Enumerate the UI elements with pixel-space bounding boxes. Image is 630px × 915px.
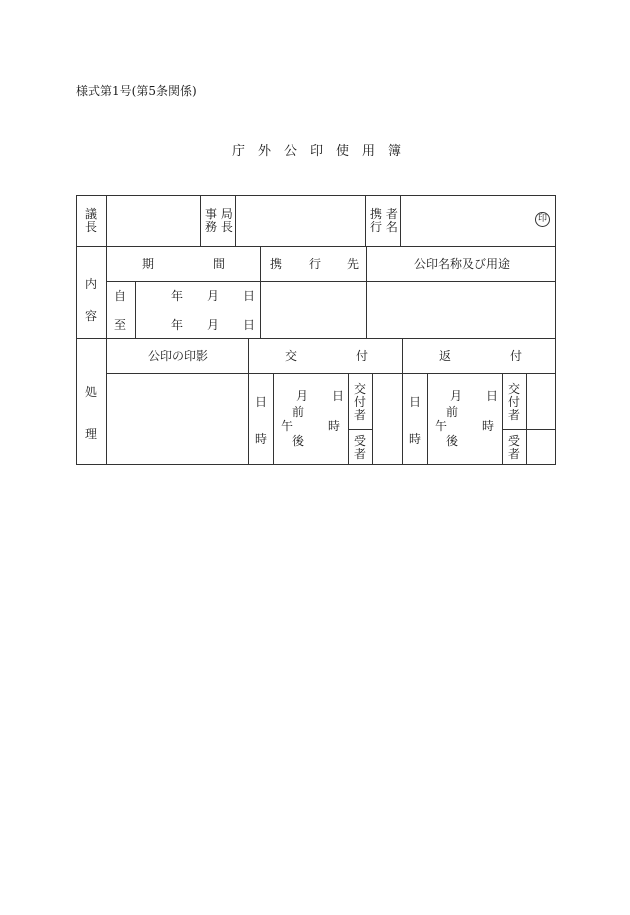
rule-delivery-split <box>348 429 372 430</box>
from-label: 自 <box>114 289 127 303</box>
rule-v-processing-label <box>106 338 107 465</box>
return-hour-char: 時 <box>409 432 422 446</box>
destination-header: 携 <box>270 257 283 271</box>
from-day-unit: 日 <box>243 289 256 303</box>
rule-v-destination <box>366 246 367 338</box>
return-header-2: 付 <box>510 349 523 363</box>
period-header: 期 <box>142 257 155 271</box>
return-issuer-label: 交 付 者 <box>507 382 520 422</box>
to-label: 至 <box>114 318 127 332</box>
destination-header-3: 先 <box>347 257 360 271</box>
from-year-unit: 年 <box>171 289 184 303</box>
delivery-month-char: 月 <box>296 389 309 403</box>
rule-v-delivery-person <box>372 373 373 465</box>
rule-v-return-day <box>427 373 428 465</box>
form-number-label: 様式第1号(第5条関係) <box>76 84 197 98</box>
rule-v-return-datetime <box>502 373 503 465</box>
rule-v-secretary-label <box>200 195 201 246</box>
delivery-day-char: 日 <box>255 395 268 409</box>
return-receiver-label: 受 者 <box>507 434 520 461</box>
seal-usage-form <box>76 195 556 465</box>
rule-return-split <box>502 429 556 430</box>
return-am-char: 前 <box>446 405 459 419</box>
rule-v-impression <box>248 338 249 465</box>
return-time-hour-char: 時 <box>482 419 495 433</box>
period-header-2: 間 <box>213 257 226 271</box>
to-day-unit: 日 <box>243 318 256 332</box>
rule-v-delivery <box>402 338 403 465</box>
delivery-hour-char: 時 <box>255 432 268 446</box>
delivery-header: 交 <box>285 349 298 363</box>
to-year-unit: 年 <box>171 318 184 332</box>
carrier-name-label: 携 者 行 名 <box>370 207 398 234</box>
document-title: 庁外公印使用簿 <box>232 144 415 159</box>
delivery-issuer-label: 交 付 者 <box>353 382 366 422</box>
to-month-unit: 月 <box>207 318 220 332</box>
rule-contents-bottom <box>76 338 556 339</box>
rule-v-from-to <box>135 281 136 338</box>
rule-v-chair <box>106 195 107 246</box>
return-noon-char: 午 <box>435 419 448 433</box>
delivery-noon-char: 午 <box>281 419 294 433</box>
return-date-day-char: 日 <box>486 389 499 403</box>
delivery-time-hour-char: 時 <box>328 419 341 433</box>
rule-v-period <box>260 246 261 338</box>
processing-section-label: 処 理 <box>84 385 97 441</box>
return-header: 返 <box>439 349 452 363</box>
rule-processing-header <box>106 373 556 374</box>
return-month-char: 月 <box>450 389 463 403</box>
return-day-char: 日 <box>409 395 422 409</box>
delivery-am-char: 前 <box>292 405 305 419</box>
seal-mark: 印 <box>535 212 550 227</box>
delivery-receiver-label: 受 者 <box>353 434 366 461</box>
delivery-pm-char: 後 <box>292 434 305 448</box>
rule-v-return-person <box>526 373 527 465</box>
rule-v-secretary-value <box>235 195 236 246</box>
destination-header-2: 行 <box>309 257 322 271</box>
rule-v-contents-label <box>106 246 107 338</box>
contents-section-label: 内 容 <box>84 277 97 323</box>
return-pm-char: 後 <box>446 434 459 448</box>
rule-approval-bottom <box>76 246 556 247</box>
rule-v-delivery-datetime <box>348 373 349 465</box>
delivery-header-2: 付 <box>356 349 369 363</box>
rule-v-delivery-day <box>273 373 274 465</box>
secretary-general-label: 事 局 務 長 <box>205 207 233 234</box>
delivery-date-day-char: 日 <box>332 389 345 403</box>
seal-name-purpose-header: 公印名称及び用途 <box>414 257 511 271</box>
chair-label: 議 長 <box>84 207 97 234</box>
rule-contents-header <box>106 281 556 282</box>
from-month-unit: 月 <box>207 289 220 303</box>
rule-v-carrier-label <box>365 195 366 246</box>
seal-impression-header: 公印の印影 <box>148 349 209 363</box>
rule-v-carrier-value <box>400 195 401 246</box>
